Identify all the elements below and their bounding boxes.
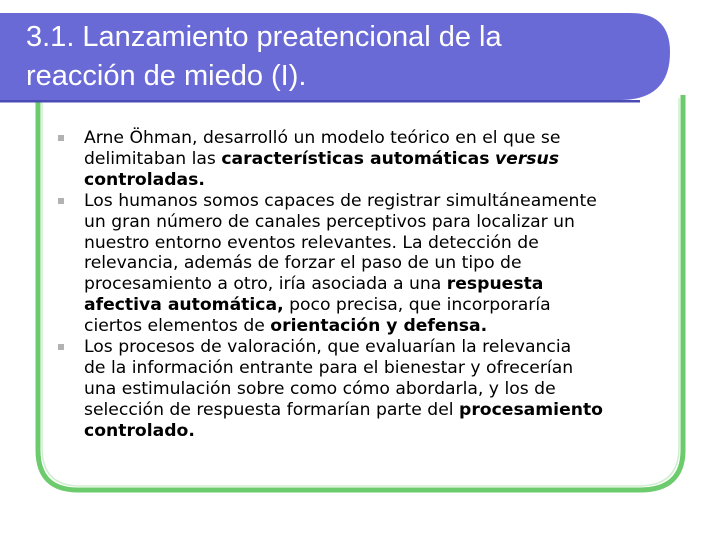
bullet-text-line [84,233,674,254]
bullet-text-line [84,253,674,274]
square-bullet-icon [58,135,64,141]
bold-text: controlado. [84,420,195,441]
title-line-1: 3.1. Lanzamiento preatencional de la [26,21,502,53]
text-segment: selección de respuesta formarían parte del [84,399,460,420]
bold-text: controladas. [84,169,205,190]
bullet-text-line [84,379,674,400]
bullet-text-line [84,170,674,191]
text-segment: poco precisa, que incorporaría [283,295,551,316]
bullet-text-line [84,128,674,149]
text-segment: una estimulación sobre como cómo abordarla, y los de [84,378,556,399]
bold-text: afectiva automática, [84,295,284,316]
bold-text: procesamiento [459,399,603,420]
text-segment: relevancia, además de forzar el paso de un tipo de [84,253,522,274]
bullet-list [54,128,674,442]
slide-title [26,18,646,96]
bold-text: respuesta [446,274,544,295]
bullet-text-line [84,274,674,295]
text-segment: ciertos elementos de [84,316,271,337]
bullet-text-line [84,316,674,337]
text-segment: Los humanos somos capaces de registrar simultáneamente [84,190,597,211]
bullet-item [54,191,674,337]
text-segment: Los procesos de valoración, que evaluarían la relevancia [84,337,572,358]
bullet-text-line [84,400,674,421]
title-line-2: reacción de miedo (I). [26,60,307,92]
bullet-text-line [84,212,674,233]
bullet-item [54,128,674,191]
bullet-text-line [84,191,674,212]
text-segment: nuestro entorno eventos relevantes. La detección de [84,232,539,253]
text-segment: delimitaban las [84,148,222,169]
bullet-item [54,337,674,442]
bullet-text-line [84,295,674,316]
square-bullet-icon [58,198,64,204]
text-segment: un gran número de canales perceptivos para localizar un [84,211,575,232]
bold-text: características automáticas [221,148,490,169]
text-segment: Arne Öhman, desarrolló un modelo teórico en el que se [84,128,561,148]
bold-text: orientación y defensa. [270,316,488,337]
bullet-text-line [84,358,674,379]
bullet-text-line [84,149,674,170]
square-bullet-icon [58,344,64,350]
text-segment: procesamiento a otro, iría asociada a una [84,274,447,295]
bullet-text-line [84,421,674,442]
text-segment: de la información entrante para el bienestar y ofrecerían [84,357,574,378]
bold-text: versus [494,148,559,169]
title-underline [0,100,640,103]
bullet-text-line [84,337,674,358]
